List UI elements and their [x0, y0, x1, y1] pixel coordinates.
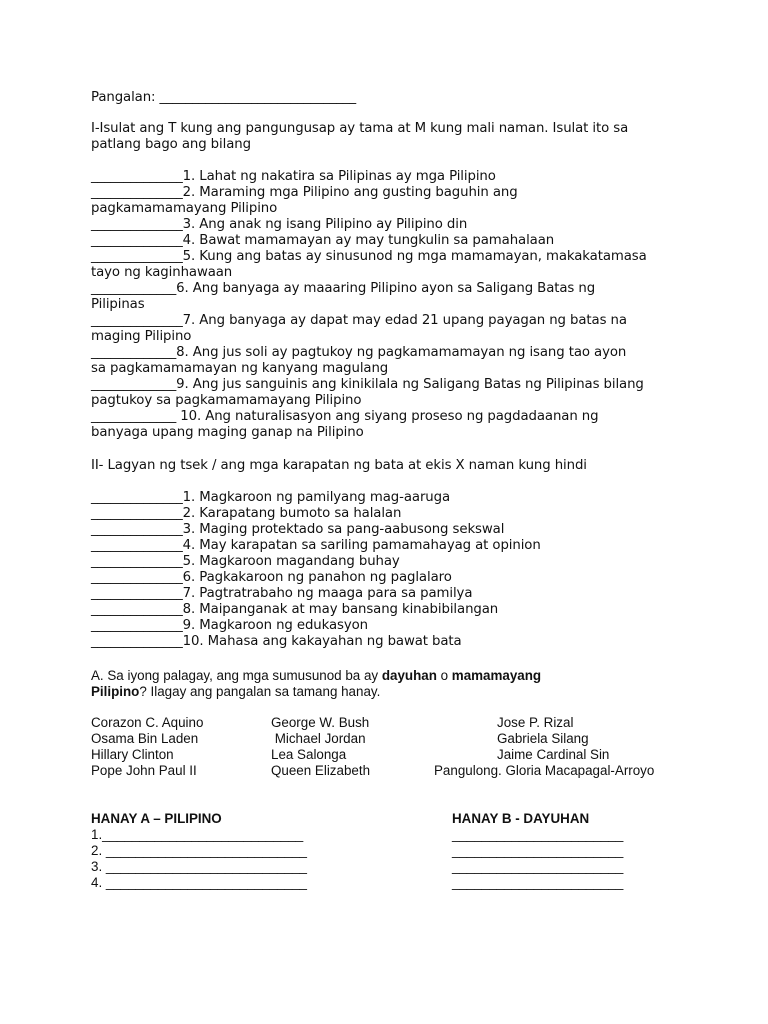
part2-line: ______________3. Maging protektado sa pang-aabusong sekswal: [91, 522, 505, 537]
part1-line: _____________6. Ang banyaga ay maaaring Pilipino ayon sa Saligang Batas ng: [91, 281, 596, 296]
part3-question-line1: A. Sa iyong palagay, ang mga sumusunod ba ay dayuhan o mamamayang: [91, 668, 542, 683]
part1-line: _____________8. Ang jus soli ay pagtukoy ng pagkamamamayan ng isang tao ayon: [91, 345, 627, 360]
name-item: Gabriela Silang: [497, 731, 589, 746]
name-item: Michael Jordan: [271, 731, 366, 746]
part2-line: ______________8. Maipanganak at may bansang kinabibilangan: [91, 602, 499, 617]
part2-line: ______________10. Mahasa ang kakayahan ng bawat bata: [91, 634, 462, 649]
part1-line: banyaga upang maging ganap na Pilipino: [91, 425, 364, 440]
name-item: Lea Salonga: [271, 747, 347, 762]
part1-line: tayo ng kaginhawaan: [91, 265, 233, 280]
hanay-a-title: HANAY A – PILIPINO: [91, 811, 222, 826]
part1-line: Pilipinas: [91, 297, 145, 312]
hanay-b-line: _______________________: [452, 859, 624, 874]
hanay-b-line: _______________________: [452, 827, 624, 842]
part3-question-line2: Pilipino? Ilagay ang pangalan sa tamang hanay.: [91, 684, 381, 699]
hanay-b-title: HANAY B - DAYUHAN: [452, 811, 590, 826]
name-item: Jose P. Rizal: [497, 715, 574, 730]
part1-line: maging Pilipino: [91, 329, 192, 344]
name-item: Hillary Clinton: [91, 747, 174, 762]
part2-line: ______________9. Magkaroon ng edukasyon: [91, 618, 368, 633]
name-item: Corazon C. Aquino: [91, 715, 204, 730]
name-field: Pangalan: ______________________________: [91, 90, 357, 105]
part1-instruction-line1: I-Isulat ang T kung ang pangungusap ay tama at M kung mali naman. Isulat ito sa: [91, 121, 629, 136]
name-item: Osama Bin Laden: [91, 731, 199, 746]
hanay-b-line: _______________________: [452, 875, 624, 890]
part1-line: ______________5. Kung ang batas ay sinusunod ng mga mamamayan, makakatamasa: [91, 249, 647, 264]
part1-line: sa pagkamamamayan ng kanyang magulang: [91, 361, 389, 376]
part1-line: ______________2. Maraming mga Pilipino ang gusting baguhin ang: [91, 185, 518, 200]
part2-line: ______________1. Magkaroon ng pamilyang mag-aaruga: [91, 490, 451, 505]
hanay-a-line: 3. ___________________________: [91, 859, 307, 874]
part1-line: ______________3. Ang anak ng isang Pilipino ay Pilipino din: [91, 217, 468, 232]
part1-line: ______________1. Lahat ng nakatira sa Pilipinas ay mga Pilipino: [91, 169, 496, 184]
name-item: Pangulong. Gloria Macapagal-Arroyo: [434, 763, 655, 778]
part1-line: pagtukoy sa pagkamamamayang Pilipino: [91, 393, 362, 408]
hanay-a-line: 1.___________________________: [91, 827, 304, 842]
part1-line: _____________ 10. Ang naturalisasyon ang siyang proseso ng pagdadaanan ng: [91, 409, 599, 424]
part1-line: pagkamamamayang Pilipino: [91, 201, 278, 216]
name-item: George W. Bush: [271, 715, 370, 730]
hanay-b-line: _______________________: [452, 843, 624, 858]
part2-instruction: II- Lagyan ng tsek / ang mga karapatan ng bata at ekis X naman kung hindi: [91, 458, 587, 473]
part1-line: _____________9. Ang jus sanguinis ang kinikilala ng Saligang Batas ng Pilipinas bilang: [91, 377, 644, 392]
hanay-a-line: 4. ___________________________: [91, 875, 307, 890]
name-item: Jaime Cardinal Sin: [497, 747, 610, 762]
part1-line: ______________7. Ang banyaga ay dapat may edad 21 upang payagan ng batas na: [91, 313, 627, 328]
name-item: Pope John Paul II: [91, 763, 197, 778]
part2-line: ______________5. Magkaroon magandang buhay: [91, 554, 400, 569]
part1-line: ______________4. Bawat mamamayan ay may tungkulin sa pamahalaan: [91, 233, 555, 248]
part2-line: ______________7. Pagtratrabaho ng maaga para sa pamilya: [91, 586, 473, 601]
part2-line: ______________4. May karapatan sa sariling pamamahayag at opinion: [91, 538, 541, 553]
part2-line: ______________2. Karapatang bumoto sa halalan: [91, 506, 402, 521]
part1-instruction-line2: patlang bago ang bilang: [91, 137, 251, 152]
hanay-a-line: 2. ___________________________: [91, 843, 307, 858]
part2-line: ______________6. Pagkakaroon ng panahon ng paglalaro: [91, 570, 452, 585]
name-item: Queen Elizabeth: [271, 763, 371, 778]
